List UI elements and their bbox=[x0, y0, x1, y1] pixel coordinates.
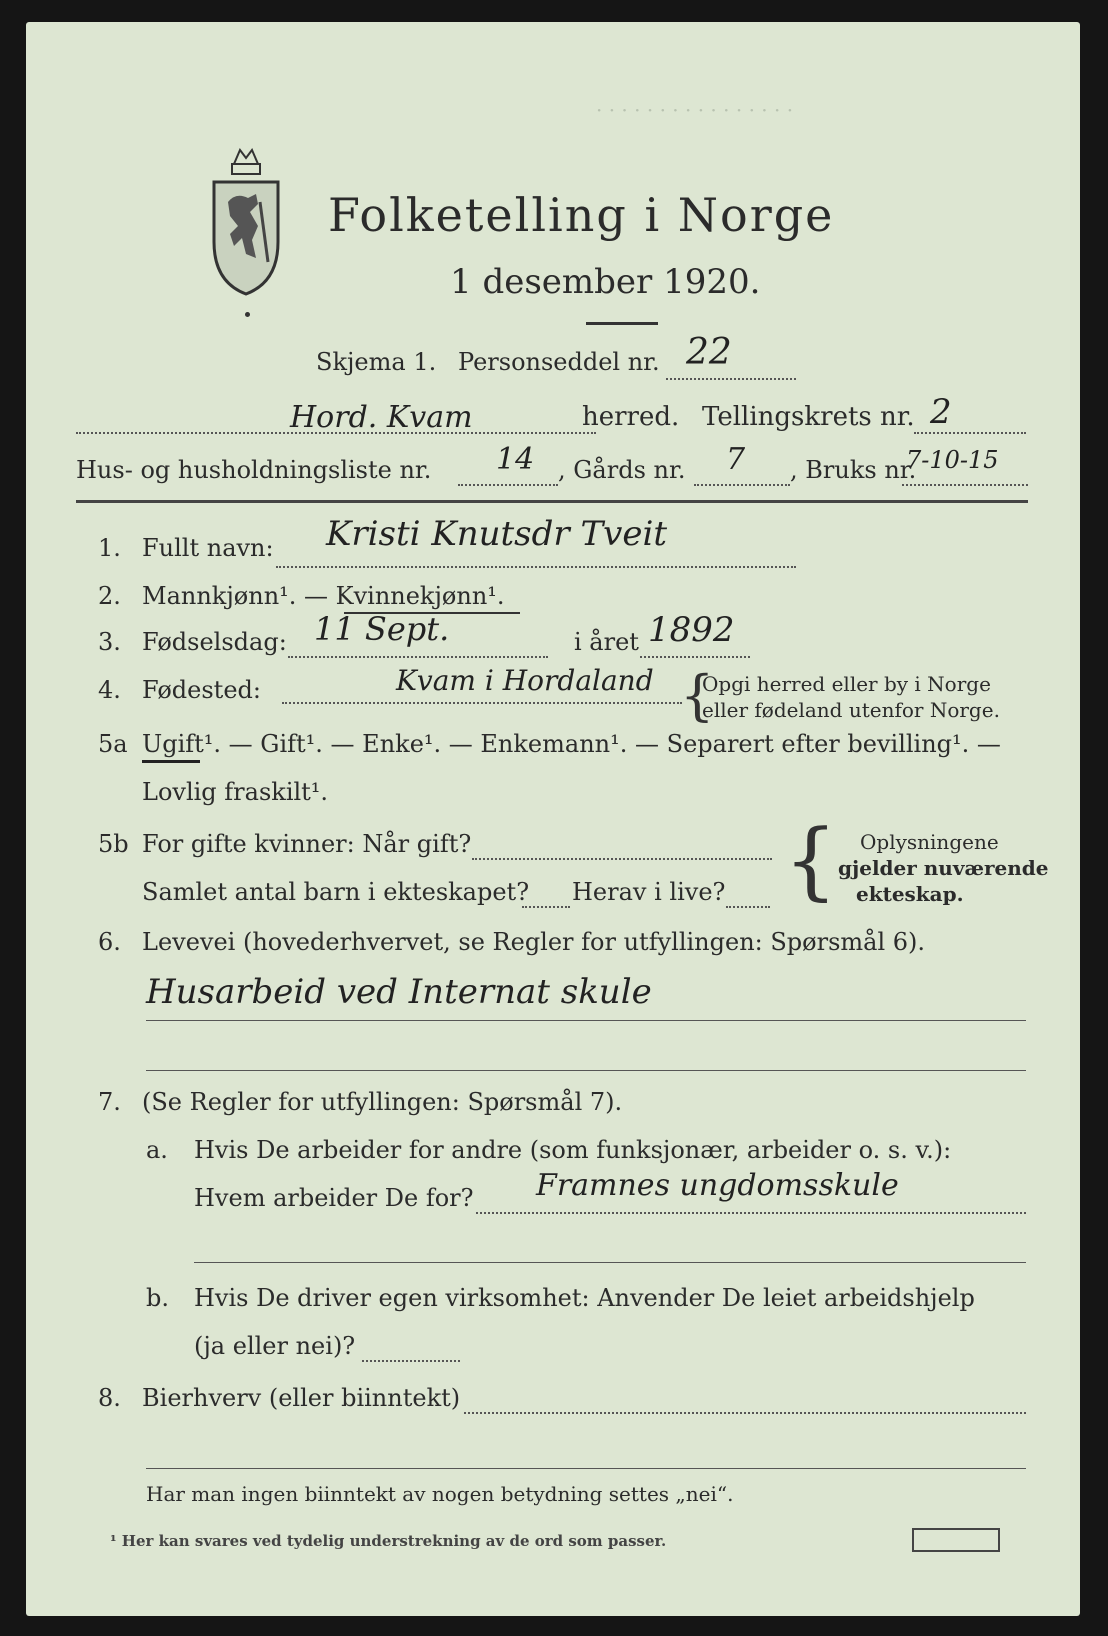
q7a-line-extra bbox=[194, 1262, 1026, 1263]
q4-label: Fødested: bbox=[142, 676, 261, 704]
q5b-live-line bbox=[726, 906, 770, 908]
q7a-line1: Hvis De arbeider for andre (som funksjonær, arbeider o. s. v.): bbox=[194, 1136, 952, 1164]
hus-value: 14 bbox=[496, 442, 535, 477]
census-form bbox=[26, 22, 1080, 1616]
q7b-line1: Hvis De driver egen virksomhet: Anvender De leiet arbeidshjelp bbox=[194, 1284, 975, 1312]
tellingskrets-line bbox=[914, 432, 1026, 434]
gards-label: , Gårds nr. bbox=[558, 456, 686, 484]
q3-year-line bbox=[640, 656, 750, 658]
q1-value: Kristi Knutsdr Tveit bbox=[326, 514, 667, 554]
q3-year-value: 1892 bbox=[648, 610, 735, 650]
coat-of-arms-icon bbox=[206, 142, 286, 302]
q4-note-line2: eller fødeland utenfor Norge. bbox=[702, 698, 1000, 722]
q5b-note-line1: Oplysningene bbox=[860, 830, 999, 854]
q6-label: Levevei (hovederhvervet, se Regler for utfyllingen: Spørsmål 6). bbox=[142, 928, 926, 956]
personseddel-label: Personseddel nr. bbox=[458, 348, 660, 376]
q4-line bbox=[282, 702, 682, 704]
bruks-line bbox=[902, 484, 1028, 486]
q7a-line bbox=[476, 1212, 1026, 1214]
header-divider bbox=[76, 500, 1028, 503]
q5b-brace: { bbox=[784, 811, 838, 909]
printer-stamp bbox=[912, 1528, 1000, 1552]
q5b-barn-line bbox=[522, 906, 570, 908]
herred-label: herred. bbox=[582, 402, 680, 432]
gards-line bbox=[694, 484, 790, 486]
q7-number: 7. bbox=[98, 1088, 121, 1116]
bleed-through-text: · · · · · · · · · · · · · · · · bbox=[596, 98, 794, 122]
q7b-line2: (ja eller nei)? bbox=[194, 1332, 356, 1360]
q8-label: Bierhverv (eller biinntekt) bbox=[142, 1384, 461, 1412]
q3-number: 3. bbox=[98, 628, 121, 656]
q1-line bbox=[276, 566, 796, 568]
hus-label: Hus- og husholdningsliste nr. bbox=[76, 456, 432, 484]
q5b-note-line2: gjelder nuværende bbox=[838, 856, 1049, 880]
q2-label: Mannkjønn¹. — Kvinnekjønn¹. bbox=[142, 582, 505, 610]
q1-label: Fullt navn: bbox=[142, 534, 274, 562]
q4-brace: { bbox=[680, 664, 715, 727]
title-underline bbox=[586, 322, 658, 325]
q3-value: 11 Sept. bbox=[314, 610, 450, 648]
q3-line bbox=[288, 656, 548, 658]
q4-note-line1: Opgi herred eller by i Norge bbox=[702, 672, 991, 696]
q5a-options: Ugift¹. — Gift¹. — Enke¹. — Enkemann¹. — Separert efter bevilling¹. — bbox=[142, 730, 1001, 758]
q2-number: 2. bbox=[98, 582, 121, 610]
q5a-number: 5a bbox=[98, 730, 128, 758]
personseddel-line bbox=[666, 378, 796, 380]
bruks-value: 7-10-15 bbox=[906, 446, 999, 474]
q5a-options-line2: Lovlig fraskilt¹. bbox=[142, 778, 329, 806]
q7b-number: b. bbox=[146, 1284, 169, 1312]
q6-value: Husarbeid ved Internat skule bbox=[146, 972, 652, 1012]
bruks-label: , Bruks nr. bbox=[790, 456, 917, 484]
q7-label: (Se Regler for utfyllingen: Spørsmål 7). bbox=[142, 1088, 623, 1116]
herred-value: Hord. Kvam bbox=[290, 400, 473, 435]
dot-mark bbox=[245, 312, 250, 317]
q6-line2 bbox=[146, 1070, 1026, 1071]
q6-number: 6. bbox=[98, 928, 121, 956]
q5a-ugift-underline bbox=[142, 760, 200, 763]
hus-line bbox=[458, 484, 558, 486]
form-date: 1 desember 1920. bbox=[450, 262, 761, 302]
footer-note: Har man ingen biinntekt av nogen betydning settes „nei“. bbox=[146, 1482, 734, 1506]
skjema-label: Skjema 1. bbox=[316, 348, 437, 376]
gards-value: 7 bbox=[726, 442, 746, 477]
q5b-number: 5b bbox=[98, 830, 129, 858]
q1-number: 1. bbox=[98, 534, 121, 562]
q6-line1 bbox=[146, 1020, 1026, 1021]
q7b-line bbox=[362, 1360, 460, 1362]
q7a-number: a. bbox=[146, 1136, 168, 1164]
q7a-line2: Hvem arbeider De for? bbox=[194, 1184, 474, 1212]
q5b-gift-line bbox=[472, 858, 772, 860]
q8-line bbox=[464, 1412, 1026, 1414]
q5b-line2b: Herav i live? bbox=[572, 878, 726, 906]
q3-year-label: i året bbox=[574, 628, 639, 656]
q4-value: Kvam i Hordaland bbox=[396, 664, 654, 697]
q5b-note-line3: ekteskap. bbox=[856, 882, 964, 906]
tellingskrets-label: Tellingskrets nr. bbox=[702, 402, 915, 432]
q8-number: 8. bbox=[98, 1384, 121, 1412]
q3-label: Fødselsdag: bbox=[142, 628, 287, 656]
q5b-line2a: Samlet antal barn i ekteskapet? bbox=[142, 878, 530, 906]
footnote: ¹ Her kan svares ved tydelig understrekning av de ord som passer. bbox=[110, 1532, 667, 1550]
tellingskrets-value: 2 bbox=[930, 392, 952, 432]
personseddel-value: 22 bbox=[686, 332, 732, 373]
q7a-value: Framnes ungdomsskule bbox=[536, 1168, 899, 1203]
q4-number: 4. bbox=[98, 676, 121, 704]
form-title: Folketelling i Norge bbox=[328, 188, 835, 242]
q8-line-extra bbox=[146, 1468, 1026, 1469]
q5b-line1: For gifte kvinner: Når gift? bbox=[142, 830, 472, 858]
